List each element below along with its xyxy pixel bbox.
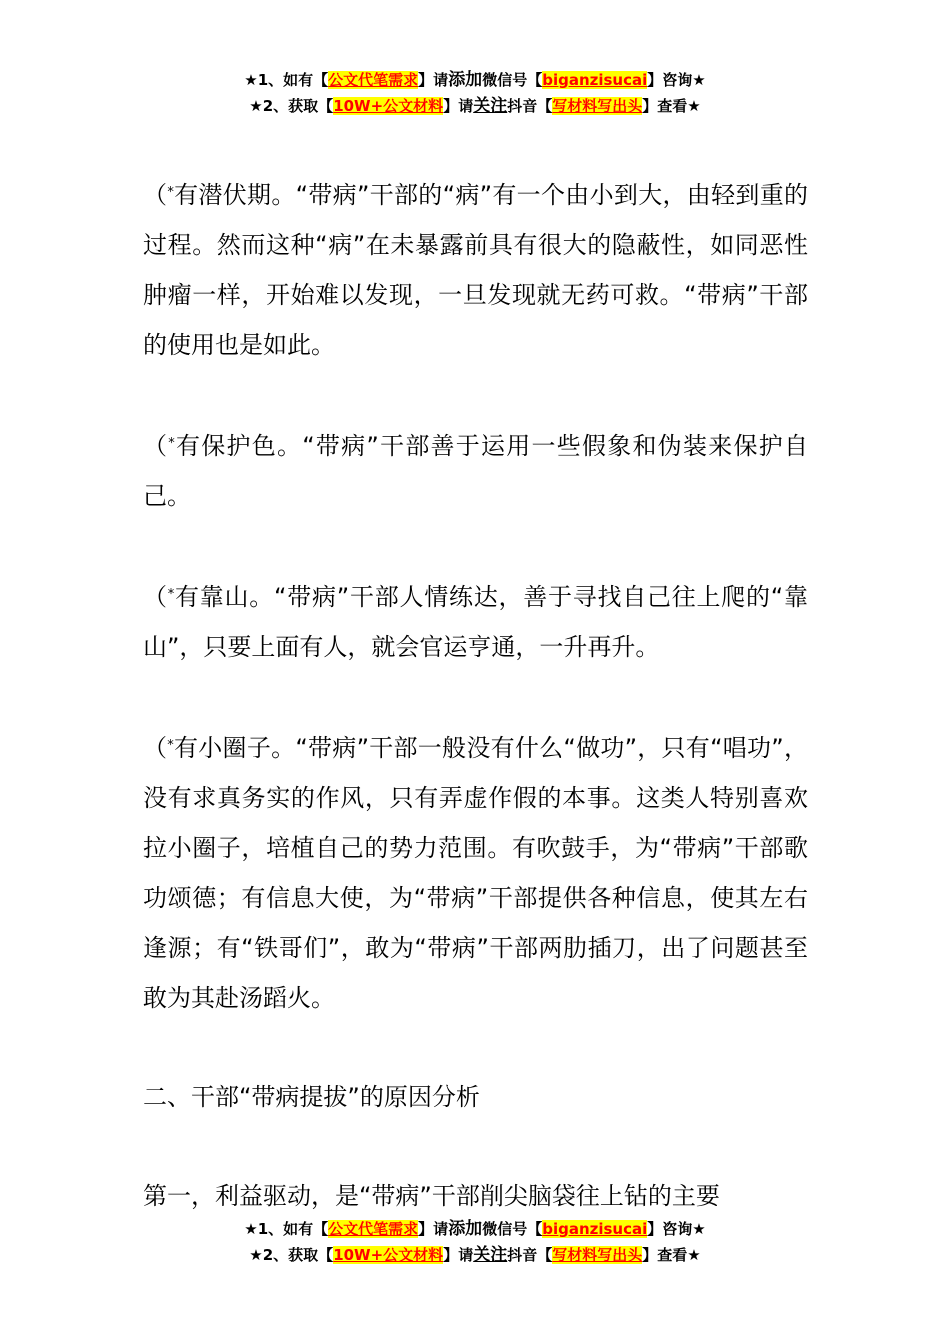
- list-marker: *: [167, 185, 174, 200]
- paren: （: [143, 432, 169, 460]
- banner-text: 抖音【: [507, 97, 553, 115]
- banner-line-1: [0, 67, 950, 93]
- banner-text: 】咨询★: [647, 71, 706, 89]
- banner-text: 抖音【: [507, 1246, 553, 1264]
- highlight-wechat-id: biganzisucai: [542, 71, 648, 89]
- banner-emphasis: 关注: [473, 96, 508, 116]
- paragraph-camouflage: [143, 419, 808, 521]
- banner-text: 微信号【: [482, 1220, 543, 1238]
- highlight-materials: 10W+公文材料: [333, 1246, 444, 1264]
- banner-text: ★2、获取【: [249, 97, 334, 115]
- paragraph-text: 有小圈子。“带病”干部一般没有什么“做功”，只有“唱功”，没有求真务实的作风，只有弄虚作假的本事。这类人特别喜欢拉小圈子，培植自己的势力范围。有吹鼓手，为“带病”干部歌功颂德；有信息大使，为“带病”干部提供各种信息，使其左右逢源；有“铁哥们”，敢为“带病”干部两肋插刀，出了问题甚至敢为其赴汤蹈火。: [143, 734, 808, 1012]
- paren: （: [143, 734, 168, 762]
- banner-text: 】请: [418, 1220, 449, 1238]
- section-heading: 二、干部“带病提拔”的原因分析: [143, 1083, 480, 1111]
- banner-line-2: [0, 93, 950, 119]
- highlight-materials: 10W+公文材料: [333, 97, 444, 115]
- banner-text: ★1、如有【: [244, 71, 329, 89]
- paragraph-backer: [143, 570, 808, 672]
- highlight-douyin: 写材料写出头: [552, 1246, 643, 1264]
- list-marker: *: [167, 587, 175, 602]
- banner-emphasis: 添加: [448, 1219, 483, 1239]
- paragraph-text: 有潜伏期。“带病”干部的“病”有一个由小到大，由轻到重的过程。然而这种“病”在未暴露前具有很大的隐蔽性，如同恶性肿瘤一样，开始难以发现，一旦发现就无药可救。“带病”干部的使用也是如此。: [143, 181, 809, 359]
- banner-text: ★2、获取【: [249, 1246, 334, 1264]
- footer-banner: [0, 1216, 950, 1268]
- paragraph-text: 有保护色。“带病”干部善于运用一些假象和伪装来保护自己。: [143, 432, 808, 510]
- banner-text: 】查看★: [642, 1246, 701, 1264]
- document-body: [143, 168, 808, 1270]
- banner-emphasis: 关注: [473, 1245, 508, 1265]
- header-banner: [0, 67, 950, 119]
- banner-emphasis: 添加: [448, 70, 483, 90]
- banner-text: ★1、如有【: [244, 1220, 329, 1238]
- highlight-ghostwriting: 公文代笔需求: [328, 71, 419, 89]
- banner-text: 】查看★: [642, 97, 701, 115]
- highlight-wechat-id: biganzisucai: [542, 1220, 648, 1238]
- list-marker: *: [167, 738, 174, 753]
- paragraph-text: 有靠山。“带病”干部人情练达，善于寻找自己往上爬的“靠山”，只要上面有人，就会官运亨通，一升再升。: [143, 583, 808, 661]
- paragraph-latency: [143, 168, 808, 370]
- banner-text: 】请: [418, 71, 449, 89]
- banner-text: 微信号【: [482, 71, 543, 89]
- banner-text: 】咨询★: [647, 1220, 706, 1238]
- paragraph-first-reason: 第一，利益驱动，是“带病”干部削尖脑袋往上钻的主要: [143, 1182, 720, 1210]
- list-marker: *: [168, 436, 175, 451]
- banner-text: 】请: [443, 1246, 474, 1264]
- highlight-ghostwriting: 公文代笔需求: [328, 1220, 419, 1238]
- highlight-douyin: 写材料写出头: [552, 97, 643, 115]
- paragraph-clique: [143, 721, 808, 1023]
- banner-line-2: [0, 1242, 950, 1268]
- banner-text: 】请: [443, 97, 474, 115]
- paren: （: [143, 583, 168, 611]
- paren: （: [143, 181, 168, 209]
- banner-line-1: [0, 1216, 950, 1242]
